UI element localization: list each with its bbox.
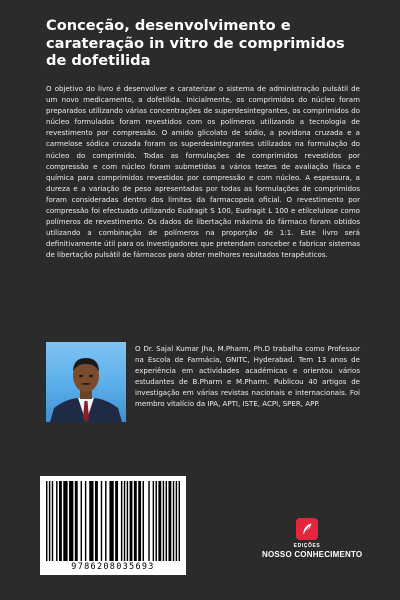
barcode-bar	[143, 481, 144, 561]
isbn-barcode	[40, 476, 186, 575]
barcode-bar	[179, 481, 180, 561]
barcode-bar	[121, 481, 122, 561]
barcode-bar	[105, 481, 106, 561]
author-bio: O Dr. Sajal Kumar Jha, M.Pharm, Ph.D trabalha como Professor na Escola de Farmácia, GNITC, Hyderabad. Tem 13 anos de experiência em actividades académicas e orientou vários estudantes de B.Pharm e M.Pharm. Publicou 40 artigos de investigação em várias revistas nacionais e internacionais. Foi membro vitalício da IPA, APTI, ISTE, ACPI, SPER, APP.	[135, 344, 360, 409]
barcode-bar	[163, 481, 164, 561]
author-photo	[46, 342, 126, 422]
barcode-bar	[109, 481, 113, 561]
barcode-bar	[148, 481, 149, 561]
book-title: Conceção, desenvolvimento e carateração in vitro de comprimidos de dofetilida	[46, 17, 345, 69]
quill-logo-icon	[296, 518, 318, 540]
barcode-bar	[166, 481, 167, 561]
barcode-bar	[56, 481, 57, 561]
barcode-bars	[46, 481, 180, 561]
barcode-bar	[124, 481, 125, 561]
barcode-bar	[153, 481, 154, 561]
barcode-bar	[130, 481, 133, 561]
barcode-bar	[63, 481, 67, 561]
barcode-bar	[75, 481, 78, 561]
barcode-bar	[101, 481, 102, 561]
barcode-bar	[89, 481, 93, 561]
barcode-bar	[81, 481, 82, 561]
barcode-bar	[156, 481, 157, 561]
barcode-bar	[69, 481, 73, 561]
barcode-bar	[168, 481, 171, 561]
barcode-bar	[59, 481, 62, 561]
isbn-number: 9786208035693	[71, 562, 155, 572]
barcode-bar	[173, 481, 174, 561]
barcode-bar	[134, 481, 137, 561]
publisher-label: EDIÇÕES	[293, 543, 321, 549]
barcode-bar	[46, 481, 47, 561]
publisher-name: NOSSO CONHECIMENTO	[262, 550, 363, 559]
publisher-brand	[262, 518, 363, 568]
barcode-bar	[85, 481, 86, 561]
barcode-bar	[138, 481, 141, 561]
barcode-bar	[158, 481, 161, 561]
barcode-bar	[127, 481, 128, 561]
book-summary: O objetivo do livro é desenvolver e caraterizar o sistema de administração pulsátil de um novo medicamento, a dofetilida. Inicialmente, os comprimidos do núcleo foram preparados utilizando várias concentrações de superdesintegrantes, os comprimidos do núcleo formulados foram revestidos com os polímeros utilizando a tecnologia de revestimento por compressão. O amido glicolato de sódio, a povidona cruzada e a carmelose sódica cruzada foram os superdesintegrantes utilizados na formulação do núcleo do comprimido. Todas as formulações de comprimidos revestidos por compressão e com núcleo foram submetidas a vários testes de avaliação física e química para comprimidos revestidos por compressão e com núcleo. A espessura, a dureza e a variação de peso apresentadas por todas as formulações de comprimidos foram consideradas dentro dos limites da farmacopeia oficial. O revestimento por compressão foi efectuado utilizando Eudragit S 100, Eudragit L 100 e etilcelulose como polímeros de revestimento. Os dados de libertação máxima do fármaco foram obtidos utilizando a combinação de polímeros na proporção de 1:1. Este livro será definitivamente útil para os investigadores que pretendam conceber e fabricar sistemas de libertação pulsátil de fármacos para obter melhores resultados terapêuticos.	[46, 84, 360, 260]
barcode-bar	[176, 481, 177, 561]
barcode-bar	[49, 481, 50, 561]
barcode-bar	[115, 481, 118, 561]
barcode-bar	[95, 481, 98, 561]
barcode-bar	[52, 481, 53, 561]
